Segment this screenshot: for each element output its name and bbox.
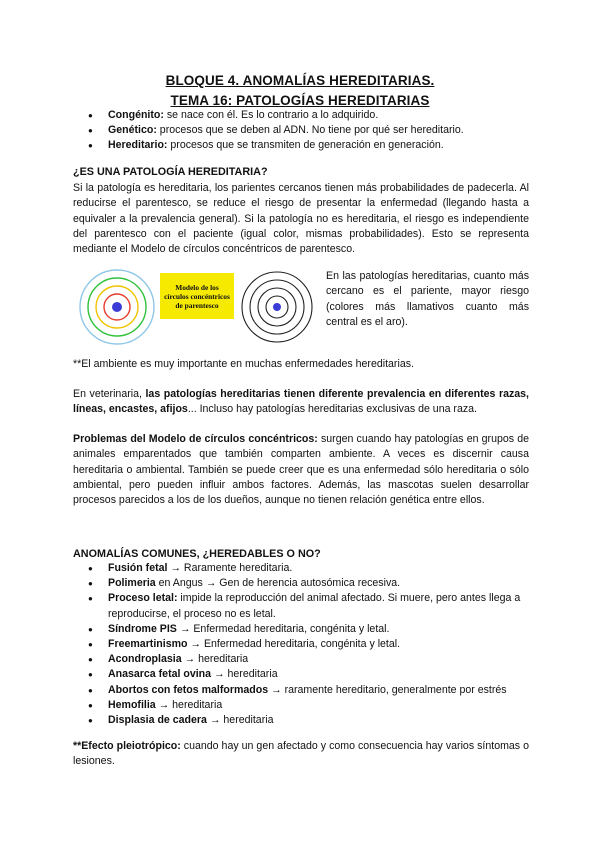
list-item: ● Congénito: se nace con él. Es lo contrario a lo adquirido. [88, 108, 568, 123]
list-item: ● Síndrome PIS → Enfermedad hereditaria, congénita y letal. [88, 622, 568, 637]
list-item: ● Fusión fetal → Raramente hereditaria. [88, 561, 568, 576]
list-item: ● Hereditario: procesos que se transmiten de generación en generación. [88, 138, 568, 153]
anomalies-list [88, 561, 568, 728]
paragraph-veterinary: En veterinaria, las patologías hereditarias tienen diferente prevalencia en diferentes razas, líneas, encastes, afijos... Incluso hay patologías hereditarias exclusivas de una raza. [73, 388, 529, 416]
non-hereditary-circles [242, 272, 312, 342]
list-item: ● Abortos con fetos malformados → raramente hereditario, generalmente por estrés [88, 683, 568, 698]
list-item: ● Acondroplasia → hereditaria [88, 652, 568, 667]
definitions-list [88, 108, 568, 154]
note-pleiotropic-effect: **Efecto pleiotrópico: cuando hay un gen afectado y como consecuencia hay varios síntomas o lesiones. [73, 740, 529, 768]
list-item: ● Freemartinismo → Enfermedad hereditaria, congénita y letal. [88, 637, 568, 652]
document-subtitle: TEMA 16: PATOLOGÍAS HEREDITARIAS [170, 93, 430, 108]
list-item: ● Displasia de cadera → hereditaria [88, 713, 568, 728]
hereditary-circles [80, 270, 154, 344]
diagram-caption: En las patologías hereditarias, cuanto más cercano es el pariente, mayor riesgo (colores más llamativos cuanto más central es el aro). [326, 270, 529, 328]
list-item: ● Anasarca fetal ovina → hereditaria [88, 667, 568, 682]
list-item: ● Polimeria en Angus → Gen de herencia autosómica recesiva. [88, 576, 568, 591]
list-item: ● Genético: procesos que se deben al ADN. No tiene por qué ser hereditario. [88, 123, 568, 138]
document-title: BLOQUE 4. ANOMALÍAS HEREDITARIAS. [165, 73, 435, 88]
paragraph-model-problems: Problemas del Modelo de círculos concéntricos: surgen cuando hay patologías en grupos de animales emparentados que también comparten ambiente. A veces es discernir causa hereditaria o ambiental. También se puede creer que es una enfermedad sólo hereditaria o sólo ambiental, pero pueden influir ambos factores. Además, las mascotas suelen desarrollar procesos parecidos a los de los dueños, aunque no tienen relación genética entre ellos. [73, 433, 530, 507]
list-item: ● Hemofilia → hereditaria [88, 698, 568, 713]
diagram-label: Modelo de los círculos concéntricos de parentesco [160, 273, 234, 319]
paragraph-hereditary: Si la patología es hereditaria, los parientes cercanos tienen más probabilidades de padecerla. Al reducirse el parentesco, se reduce el riesgo de presentar la enfermedad (llegando hasta a equivaler a la prevalencia general). Si la patología no es hereditaria, el riesgo es independiente del parentesco con el paciente (igual color, mismas probabilidades). Esto se representa mediante el Modelo de círculos concéntricos de parentesco. [73, 182, 529, 256]
section-heading-anomalies: ANOMALÍAS COMUNES, ¿HEREDABLES O NO? [73, 548, 321, 560]
note-environment: **El ambiente es muy importante en muchas enfermedades hereditarias. [73, 358, 414, 370]
section-heading-hereditary: ¿ES UNA PATOLOGÍA HEREDITARIA? [73, 166, 268, 178]
list-item: ● Proceso letal: impide la reproducción del animal afectado. Si muere, pero antes llega a reproducirse, el proceso no es letal. [88, 591, 568, 621]
